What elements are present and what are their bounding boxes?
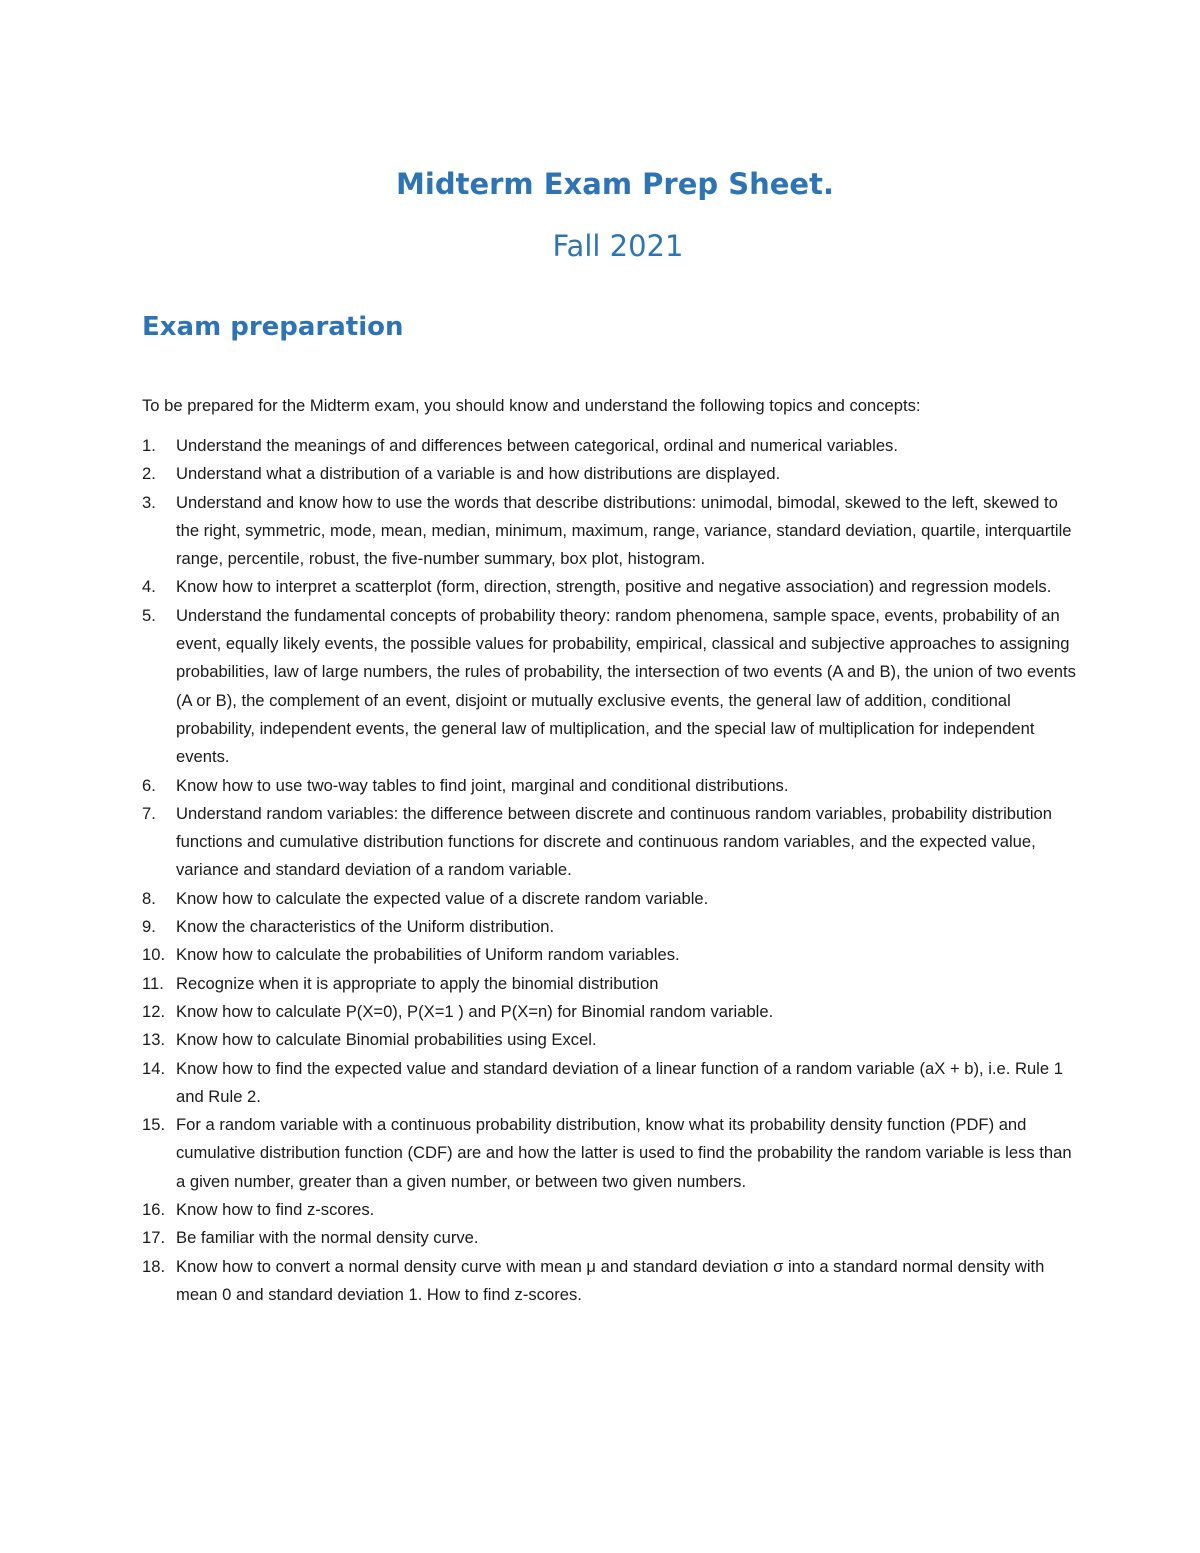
item-number: 18. [142, 1256, 166, 1276]
page-subtitle: Fall 2021 [552, 229, 684, 263]
item-number: 7. [142, 803, 156, 823]
item-number: 4. [142, 577, 156, 597]
item-number: 16. [142, 1200, 166, 1220]
item-text: Know the characteristics of the Uniform distribution. [176, 917, 555, 937]
item-text: Be familiar with the normal density curve. [176, 1228, 479, 1248]
item-number: 5. [142, 605, 156, 625]
item-text: Know how to calculate the expected value of a discrete random variable. [176, 888, 709, 908]
list-item [142, 1055, 1082, 1112]
item-text: Understand the meanings of and differences between categorical, ordinal and numerical variables. [176, 436, 898, 455]
item-number: 8. [142, 888, 156, 908]
list-item [142, 460, 1082, 488]
list-item [142, 432, 1082, 460]
list-item [142, 1196, 1082, 1224]
section-heading: Exam preparation [142, 312, 404, 342]
item-text: Understand and know how to use the words that describe distributions: unimodal, bimodal, skewed to the left, skewed to the right, symmetric, mode, mean, median, minimum, maximum, range, variance, standard deviation, quartile, interquartile range, percentile, robust, the five-number summary, box plot, histogram. [176, 492, 1072, 569]
item-number: 10. [142, 945, 166, 965]
list-item [142, 885, 1082, 913]
item-number: 13. [142, 1030, 166, 1050]
item-number: 14. [142, 1058, 166, 1078]
item-text: Know how to calculate the probabilities of Uniform random variables. [176, 945, 680, 965]
list-item [142, 1224, 1082, 1252]
list-item [142, 941, 1082, 969]
item-text: Know how to find z-scores. [176, 1200, 375, 1220]
item-number: 11. [142, 973, 164, 993]
item-number: 9. [142, 917, 156, 937]
item-number: 6. [142, 775, 156, 795]
item-text: Know how to use two-way tables to find joint, marginal and conditional distributions. [176, 775, 789, 795]
topic-list [142, 432, 1082, 1309]
page-title: Midterm Exam Prep Sheet. [396, 167, 834, 201]
item-text: Know how to calculate Binomial probabilities using Excel. [176, 1030, 597, 1050]
list-item [142, 489, 1082, 574]
item-text: Understand random variables: the difference between discrete and continuous random variables, probability distribution functions and cumulative distribution functions for discrete and continuous random variables, and the expected value, variance and standard deviation of a random variable. [176, 803, 1052, 880]
item-text: For a random variable with a continuous probability distribution, know what its probability density function (PDF) and cumulative distribution function (CDF) are and how the latter is used to find the probability the random variable is less than a given number, greater than a given number, or between two given numbers. [176, 1115, 1072, 1191]
item-text: Recognize when it is appropriate to apply the binomial distribution [176, 973, 659, 993]
list-item [142, 573, 1082, 601]
item-text: Know how to interpret a scatterplot (form, direction, strength, positive and negative association) and regression models. [176, 577, 1052, 597]
item-text: Understand the fundamental concepts of probability theory: random phenomena, sample space, events, probability of an event, equally likely events, the possible values for probability, empirical, classical and subjective approaches to assigning probabilities, law of large numbers, the rules of probability, the intersection of two events (A and B), the union of two events (A or B), the complement of an event, disjoint or mutually exclusive events, the general law of addition, conditional probability, independent events, the general law of multiplication, and the special law of multiplication for independent events. [176, 605, 1076, 767]
item-text: Know how to convert a normal density curve with mean μ and standard deviation σ into a standard normal density with mean 0 and standard deviation 1. How to find z-scores. [176, 1256, 1045, 1304]
item-number: 12. [142, 1001, 166, 1021]
item-number: 17. [142, 1228, 166, 1248]
list-item [142, 1111, 1082, 1196]
list-item [142, 913, 1082, 941]
item-number: 3. [142, 492, 156, 512]
list-item [142, 970, 1082, 998]
item-number: 15. [142, 1115, 166, 1135]
item-text: Know how to calculate P(X=0), P(X=1 ) and P(X=n) for Binomial random variable. [176, 1001, 774, 1021]
list-item [142, 772, 1082, 800]
list-item [142, 998, 1082, 1026]
intro-paragraph: To be prepared for the Midterm exam, you should know and understand the following topics and concepts: [142, 396, 921, 415]
list-item [142, 1253, 1082, 1310]
item-text: Know how to find the expected value and standard deviation of a linear function of a random variable (aX + b), i.e. Rule 1 and Rule 2. [176, 1058, 1063, 1106]
list-item [142, 800, 1082, 885]
item-text: Understand what a distribution of a variable is and how distributions are displayed. [176, 464, 781, 484]
item-number: 1. [142, 436, 156, 455]
list-item [142, 1026, 1082, 1054]
item-number: 2. [142, 464, 156, 484]
list-item [142, 602, 1082, 772]
